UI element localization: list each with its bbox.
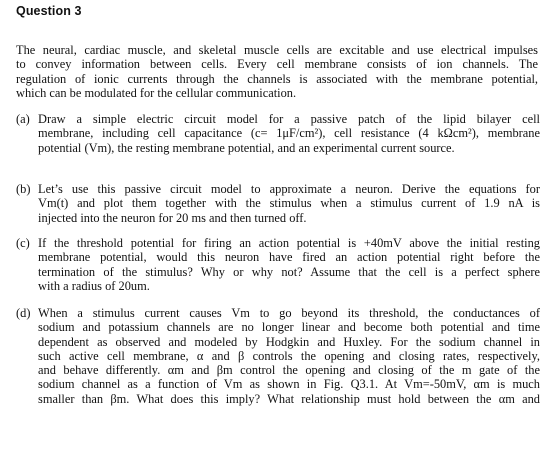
part-c-line: with a radius of 20um. [38,278,150,293]
question-heading: Question 3 [16,4,82,18]
part-d-label: (d) [16,306,31,320]
part-d-line: When a stimulus current causes Vm to go beyond its threshold, the conductances of [38,306,540,320]
intro-line: regulation of ionic currents through the channels is associated with the membrane potential, [16,71,538,86]
part-a-label: (a) [16,112,30,126]
part-c-line: If the threshold potential for firing an action potential is +40mV above the initial resting [38,236,540,250]
intro-paragraph [16,43,538,100]
part-b [16,182,540,225]
part-c-line: termination of the stimulus? Why or why not? Assume that the cell is a perfect sphere [38,264,540,279]
part-c-line: membrane potential, would this neuron have fired an action potential right before the [38,250,540,265]
part-d-line: smaller than βm. What does this imply? What relationship must hold between the αm and [38,391,540,406]
part-a-line: potential (Vm), the resting membrane potential, and an experimental current source. [38,140,455,155]
intro-line: which can be modulated for the cellular communication. [16,85,297,100]
part-d-line: dependent as observed and modeled by Hodgkin and Huxley. For the sodium channel in [38,334,540,349]
part-a [16,112,540,155]
part-d-line: sodium and potassium channels are no longer linear and become both potential and time [38,320,540,335]
part-b-line: injected into the neuron for 20 ms and then turned off. [38,210,307,225]
part-b-label: (b) [16,182,31,196]
part-d-line: such active cell membrane, α and β controls the opening and closing rates, respectively, [38,348,540,363]
part-d-line: sodium channel as a function of Vm as shown in Fig. Q3.1. At Vm=-50mV, αm is much [38,377,540,392]
part-b-text [38,182,540,225]
part-d [16,306,540,406]
part-a-text [38,112,540,155]
part-c [16,236,540,293]
part-b-line: Vm(t) and plot them together with the stimulus when a stimulus current of 1.9 nA is [38,196,540,211]
intro-line: to convey information between cells. Every cell membrane consists of ion channels. The [16,57,538,72]
intro-line: The neural, cardiac muscle, and skeletal muscle cells are excitable and use electrical impulses [16,43,538,57]
part-a-line: membrane, including cell capacitance (c= 1μF/cm²), cell resistance (4 kΩcm²), membrane [38,126,540,141]
part-d-line: and behave differently. αm and βm control the opening and closing of the m gate of the [38,363,540,378]
part-a-line: Draw a simple electric circuit model for a passive patch of the lipid bilayer cell [38,112,540,126]
part-c-label: (c) [16,236,30,250]
part-d-text [38,306,540,406]
part-c-text [38,236,540,293]
part-b-line: Let’s use this passive circuit model to approximate a neuron. Derive the equations for [38,182,540,196]
